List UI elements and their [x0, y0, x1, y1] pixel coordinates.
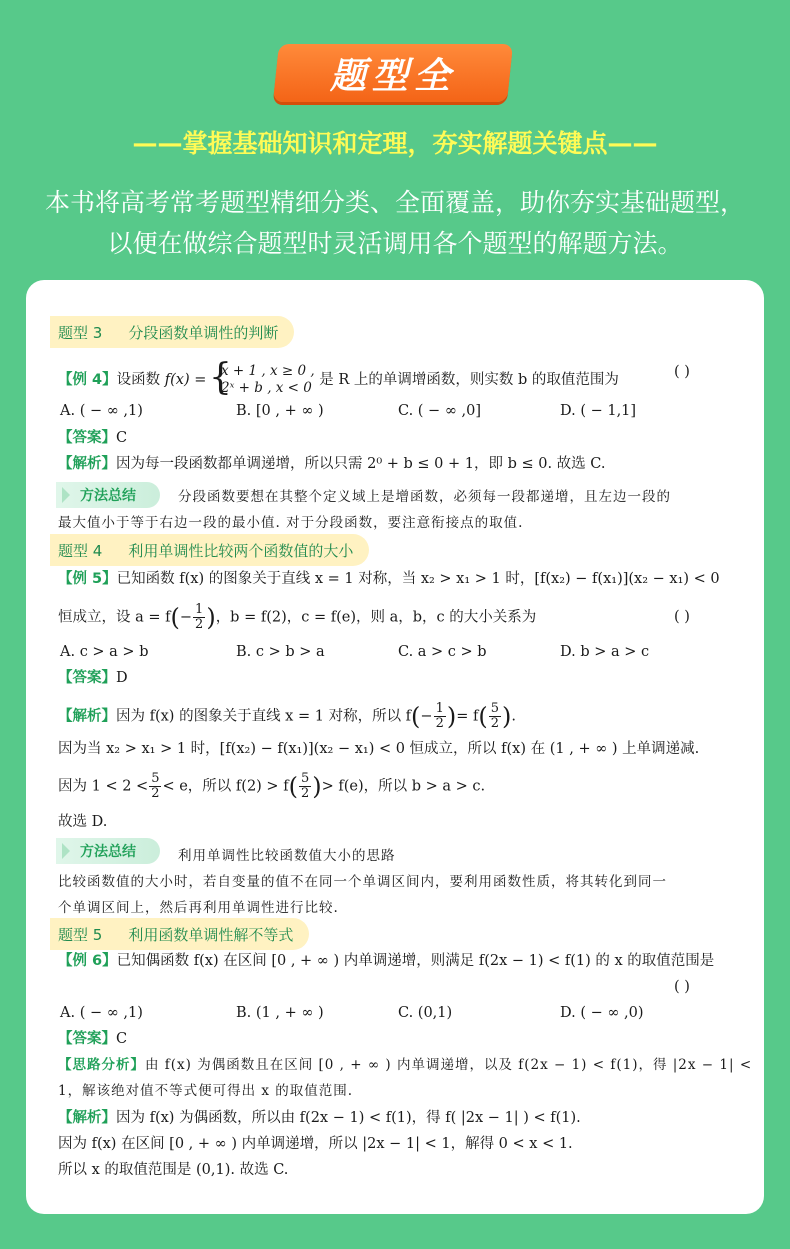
think-line-1 [58, 1056, 752, 1074]
think-line-2: 1，解该绝对值不等式便可得出 x 的取值范围. [58, 1083, 354, 1099]
fraction-numerator: 5 [490, 701, 500, 716]
option-c: C. (0,1) [398, 1005, 453, 1021]
option-a: A. ( − ∞ ,1) [60, 403, 143, 419]
analysis-line-2: 因为当 x₂ > x₁ > 1 时，[f(x₂) − f(x₁)](x₂ − x₁) < 0 恒成立，所以 f(x) 在 (1 , + ∞ ) 上单调递减. [58, 741, 700, 757]
analysis-line-4: 故选 D. [58, 814, 108, 830]
analysis-line-1 [58, 1109, 581, 1127]
analysis-tag: 【解析】 [58, 456, 116, 472]
analysis-line [58, 455, 605, 473]
answer-line [58, 1030, 127, 1048]
piece-1: { x + 1 , x ≥ 0 , [220, 363, 315, 379]
analysis-tag: 【解析】 [58, 1110, 116, 1126]
section-number: 题型 4 [58, 541, 103, 560]
section-title: 利用单调性比较两个函数值的大小 [128, 541, 354, 560]
option-a: A. ( − ∞ ,1) [60, 1005, 143, 1021]
example-tag: 【例 5】 [58, 571, 117, 587]
example-5-line-2: 恒成立，设 a = f(− $\frac{1}{2}$ )，b = f(2)，c = f(e)，则 a，b，c 的大小关系为 [58, 602, 537, 632]
function-label: f(x) = [164, 372, 207, 388]
fraction-five-halves [299, 772, 311, 801]
intro-line-1: 本书将高考常考题型精细分类、全面覆盖，助你夯实基础题型， [44, 188, 745, 217]
option-d: D. b > a > c [560, 644, 650, 660]
analysis-line-3: 所以 x 的取值范围是 (0,1). 故选 C. [58, 1162, 289, 1178]
answer-blank: ( ) [674, 364, 690, 380]
section-number: 题型 3 [58, 323, 103, 342]
analysis-text: 因为 f(x) 为偶函数，所以由 f(2x − 1) < f(1)，得 f( |2x − 1| ) < f(1). [116, 1110, 581, 1126]
option-b: B. (1 , + ∞ ) [236, 1005, 324, 1021]
section-number: 题型 5 [58, 925, 103, 944]
minus-sign: − [179, 609, 193, 626]
method-summary-label: 方法总结 [56, 838, 160, 864]
fraction-half [193, 603, 205, 632]
answer-value: C [116, 1031, 128, 1047]
question-text: 设函数 [116, 372, 161, 388]
option-a: A. c > a > b [60, 644, 149, 660]
answer-tag: 【答案】 [58, 670, 116, 686]
answer-value: D [116, 670, 128, 686]
fraction-denominator: 2 [151, 786, 160, 801]
method-line-2: 最大值小于等于右边一段的最小值. 对于分段函数，要注意衔接点的取值. [58, 515, 524, 531]
section-heading-4 [50, 534, 369, 566]
fraction-five-halves [489, 702, 501, 731]
fraction-numerator: 1 [435, 701, 444, 716]
banner-title: 题型全 [329, 55, 456, 97]
fraction-half [434, 702, 446, 731]
fraction-numerator: 5 [151, 771, 160, 786]
analysis-line-3: 因为 1 < 2 < $\frac{5}{2}$ < e，所以 f(2) > f( $\frac{5}{2}$ )> f(e)，所以 b > a > c. [58, 771, 486, 801]
analysis-tag: 【解析】 [58, 708, 116, 725]
example-6-question [58, 952, 714, 970]
analysis-text: 因为 1 < 2 < [58, 778, 149, 795]
fraction-denominator: 2 [195, 617, 204, 632]
think-text: 由 f(x) 为偶函数且在区间 [0 , + ∞ ) 内单调递增，以及 f(2x − 1) < f(1)，得 |2x − 1| < [145, 1057, 753, 1073]
answer-blank: ( ) [674, 609, 690, 625]
subtitle: ——掌握基础知识和定理，夯实解题关键点—— [132, 129, 658, 158]
question-text: 恒成立，设 a = f [58, 609, 171, 626]
answer-tag: 【答案】 [58, 430, 116, 446]
answer-line [58, 429, 127, 447]
option-d: D. ( − 1,1] [560, 403, 637, 419]
answer-blank: ( ) [674, 979, 690, 995]
example-tag: 【例 6】 [58, 953, 117, 969]
question-text-2: ，b = f(2)，c = f(e)，则 a，b，c 的大小关系为 [215, 609, 537, 626]
option-b: B. [0 , + ∞ ) [236, 403, 324, 419]
content-card [26, 280, 764, 1214]
piecewise-function [211, 363, 315, 397]
question-text: 已知函数 f(x) 的图象关于直线 x = 1 对称，当 x₂ > x₁ > 1 时，[f(x₂) − f(x₁)](x₂ − x₁) < 0 [116, 571, 720, 587]
option-b: B. c > b > a [236, 644, 325, 660]
example-4-question [58, 363, 619, 397]
fraction-numerator: 1 [195, 602, 204, 617]
analysis-text: 因为 f(x) 的图象关于直线 x = 1 对称，所以 f [116, 708, 412, 725]
fraction-numerator: 5 [300, 771, 310, 786]
section-heading-3 [50, 316, 294, 348]
analysis-line-2: 因为 f(x) 在区间 [0 , + ∞ ) 内单调递增，所以 |2x − 1| < 1，解得 0 < x < 1. [58, 1136, 573, 1152]
answer-tag: 【答案】 [58, 1031, 116, 1047]
section-title: 分段函数单调性的判断 [128, 323, 279, 342]
analysis-line-1: 【解析】因为 f(x) 的图象关于直线 x = 1 对称，所以 f(− $\frac{1}{2}$ )= f( $\frac{5}{2}$ ). [58, 701, 517, 731]
question-text-2: 是 R 上的单调增函数，则实数 b 的取值范围为 [319, 372, 619, 388]
fraction-denominator: 2 [435, 716, 444, 731]
method-line-1: 比较函数值的大小时，若自变量的值不在同一个单调区间内，要利用函数性质，将其转化到同一 [58, 874, 667, 890]
option-c: C. a > c > b [398, 644, 487, 660]
intro-line-2: 以便在做综合题型时灵活调用各个题型的解题方法。 [107, 229, 683, 258]
answer-value: C [116, 430, 128, 446]
example-tag: 【例 4】 [58, 372, 117, 388]
option-c: C. ( − ∞ ,0] [398, 403, 481, 419]
option-d: D. ( − ∞ ,0) [560, 1005, 644, 1021]
section-title: 利用函数单调性解不等式 [128, 925, 294, 944]
section-heading-5 [50, 918, 309, 950]
fraction-denominator: 2 [490, 716, 500, 731]
analysis-text-2: = f [456, 708, 479, 725]
method-title: 利用单调性比较函数值大小的思路 [178, 848, 396, 864]
fraction-five-halves [149, 772, 161, 801]
analysis-text: 因为每一段函数都单调递增，所以只需 2⁰ + b ≤ 0 + 1，即 b ≤ 0. 故选 C. [116, 456, 606, 472]
title-banner [273, 44, 513, 102]
method-line-1: 分段函数要想在其整个定义域上是增函数，必须每一段都递增，且左边一段的 [178, 489, 671, 505]
method-line-2: 个单调区间上，然后再利用单调性进行比较. [58, 900, 339, 916]
answer-line [58, 669, 128, 687]
analysis-text-2: < e，所以 f(2) > f [162, 778, 289, 795]
think-tag: 【思路分析】 [58, 1057, 145, 1073]
question-text: 已知偶函数 f(x) 在区间 [0 , + ∞ ) 内单调递增，则满足 f(2x − 1) < f(1) 的 x 的取值范围是 [116, 953, 715, 969]
piece-2: 2ˣ + b , x < 0 [220, 380, 312, 396]
method-summary-label: 方法总结 [56, 482, 160, 508]
minus-sign: − [420, 708, 433, 725]
analysis-text-3: > f(e)，所以 b > a > c. [321, 778, 486, 795]
example-5-line-1 [58, 570, 720, 588]
fraction-denominator: 2 [300, 786, 310, 801]
